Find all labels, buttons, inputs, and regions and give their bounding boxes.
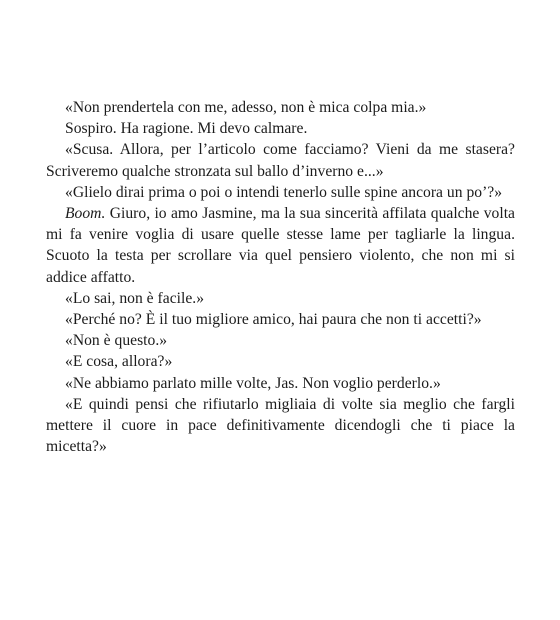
- paragraph-11: [46, 394, 515, 458]
- paragraph-6: [46, 288, 515, 309]
- paragraph-text: «Scusa. Allora, per l’articolo come facciamo? Vieni da me stasera? Scriveremo qualche stronzata sul ballo d’inverno e...»: [46, 141, 515, 180]
- paragraph-7: [46, 309, 515, 330]
- paragraph-3: [46, 139, 515, 181]
- paragraph-text: «Ne abbiamo parlato mille volte, Jas. Non voglio perderlo.»: [65, 374, 441, 392]
- paragraph-5: [46, 203, 515, 288]
- paragraph-4: [46, 182, 515, 203]
- paragraph-text: «E quindi pensi che rifiutarlo migliaia di volte sia meglio che fargli mettere il cuore in pace definitivamente dicendogli che ti piace la micetta?»: [46, 395, 515, 456]
- paragraph-8: [46, 330, 515, 351]
- paragraph-9: [46, 351, 515, 372]
- paragraph-text: «E cosa, allora?»: [65, 353, 173, 371]
- paragraph-text: «Non prendertela con me, adesso, non è mica colpa mia.»: [65, 99, 427, 116]
- paragraph-2: [46, 118, 515, 139]
- paragraph-text: «Non è questo.»: [65, 332, 168, 350]
- paragraph-text: Giuro, io amo Jasmine, ma la sua sincerità affilata qualche volta mi fa venire voglia di usare quelle stesse lame per tagliarle la lingua. Scuoto la testa per scrollare via quel pensiero violento, che non mi si addice affatto.: [46, 205, 515, 286]
- page-body: [46, 97, 515, 457]
- paragraph-text: «Lo sai, non è facile.»: [65, 289, 205, 307]
- paragraph-text: «Glielo dirai prima o poi o intendi tenerlo sulle spine ancora un po’?»: [65, 183, 503, 201]
- paragraph-text: «Perché no? È il tuo migliore amico, hai paura che non ti accetti?»: [65, 311, 482, 329]
- paragraph-1: [46, 97, 515, 118]
- paragraph-lead-italic: Boom.: [65, 205, 106, 223]
- paragraph-text: Sospiro. Ha ragione. Mi devo calmare.: [65, 120, 308, 138]
- paragraph-10: [46, 373, 515, 394]
